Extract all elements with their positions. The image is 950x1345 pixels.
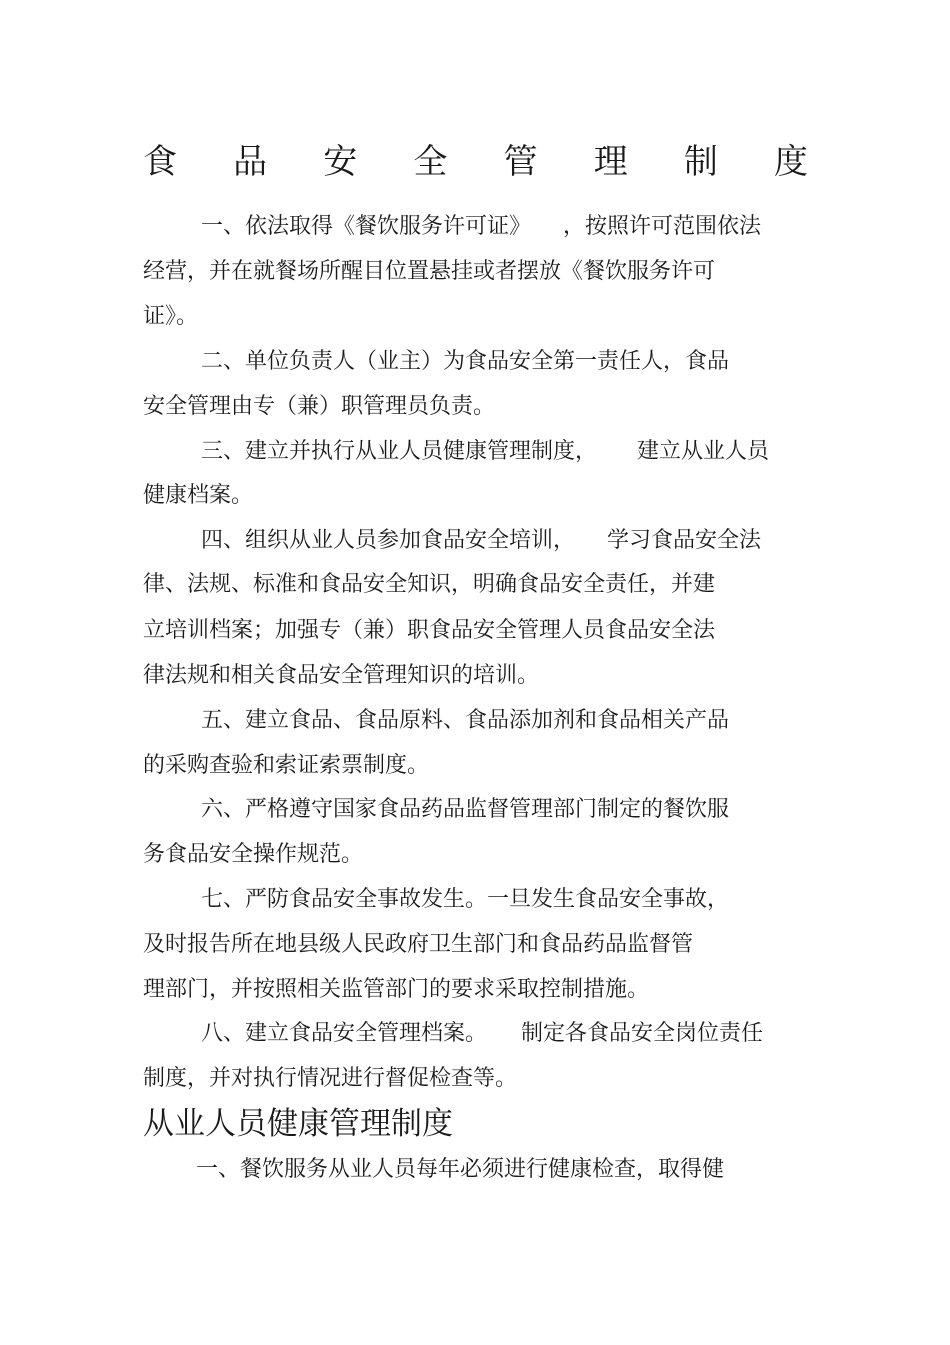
- paragraph-7-line-2: 及时报告所在地县级人民政府卫生部门和食品药品监督管: [143, 932, 694, 957]
- text-segment: 建立从业人员: [637, 439, 770, 464]
- title-char: 全: [413, 142, 448, 182]
- paragraph-8-line-2: 制度，并对执行情况进行督促检查等。: [143, 1066, 518, 1091]
- paragraph-4-line-2: 律、法规、标准和食品安全知识，明确食品安全责任，并建: [143, 572, 716, 597]
- title-char: 管: [503, 142, 538, 182]
- text-segment: 制定各食品安全岗位责任: [521, 1021, 764, 1046]
- section-2-paragraph-1-line-1: 一、餐饮服务从业人员每年必须进行健康检查，取得健: [196, 1157, 725, 1182]
- text-segment: 四、组织从业人员参加食品安全培训，: [201, 528, 576, 553]
- title-char: 安: [323, 142, 358, 182]
- title-char: 度: [773, 142, 808, 182]
- paragraph-6-line-1: 六、严格遵守国家食品药品监督管理部门制定的餐饮服: [201, 797, 730, 822]
- paragraph-4-line-4: 律法规和相关食品安全管理知识的培训。: [143, 663, 540, 688]
- document-title: [143, 140, 808, 184]
- text-segment: 三、建立并执行从业人员健康管理制度，: [201, 439, 598, 464]
- paragraph-1-line-1: [201, 211, 761, 243]
- paragraph-6-line-2: 务食品安全操作规范。: [143, 842, 364, 867]
- paragraph-5-line-2: 的采购查验和索证索票制度。: [143, 753, 430, 778]
- paragraph-2-line-1: 二、单位负责人（业主）为食品安全第一责任人，食品: [201, 349, 730, 374]
- section-heading: 从业人员健康管理制度: [143, 1106, 453, 1142]
- paragraph-3-line-2: 健康档案。: [143, 483, 254, 508]
- paragraph-2-line-2: 安全管理由专（兼）职管理员负责。: [143, 394, 496, 419]
- paragraph-4-line-1: [201, 525, 761, 557]
- title-char: 理: [593, 142, 628, 182]
- text-segment: 学习食品安全法: [607, 528, 762, 553]
- paragraph-1-line-2: 经营，并在就餐场所醒目位置悬挂或者摆放《餐饮服务许可: [143, 259, 716, 284]
- text-segment: 一、依法取得《餐饮服务许可证》: [201, 214, 532, 239]
- paragraph-5-line-1: 五、建立食品、食品原料、食品添加剂和食品相关产品: [201, 708, 730, 733]
- paragraph-8-line-1: [201, 1018, 763, 1050]
- paragraph-4-line-3: 立培训档案；加强专（兼）职食品安全管理人员食品安全法: [143, 618, 716, 643]
- paragraph-3-line-1: [201, 436, 769, 468]
- title-char: 食: [143, 142, 177, 182]
- text-segment: 八、建立食品安全管理档案。: [201, 1021, 488, 1046]
- title-char: 制: [683, 142, 718, 182]
- text-segment: ，按照许可范围依法: [563, 214, 762, 239]
- title-char: 品: [233, 142, 268, 182]
- paragraph-7-line-1: 七、严防食品安全事故发生。一旦发生食品安全事故，: [201, 887, 730, 912]
- paragraph-1-line-3: 证》。: [143, 304, 199, 329]
- paragraph-7-line-3: 理部门，并按照相关监管部门的要求采取控制措施。: [143, 977, 650, 1002]
